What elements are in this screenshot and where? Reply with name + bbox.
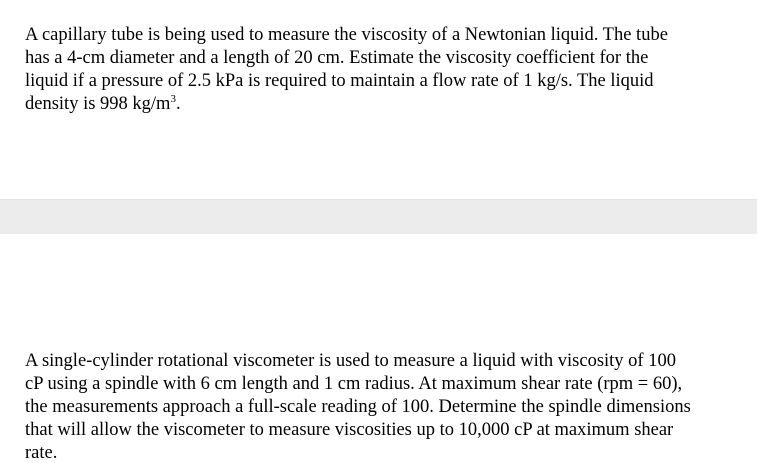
- period: .: [175, 94, 181, 114]
- problem-2-line: A single-cylinder rotational viscometer is used to measure a liquid with viscosity of 100: [25, 351, 676, 371]
- problem-1-line: has a 4-cm diameter and a length of 20 cm. Estimate the viscosity coefficient for the: [25, 48, 649, 68]
- problem-2-line: that will allow the viscometer to measure viscosities up to 10,000 cP at maximum shear: [25, 420, 674, 440]
- problem-1-last-line: [25, 93, 735, 116]
- problem-1-line: liquid if a pressure of 2.5 kPa is required to maintain a flow rate of 1 kg/s. The liquid: [25, 71, 654, 91]
- cubed-superscript: 3: [170, 92, 176, 105]
- problem-1-line: A capillary tube is being used to measure the viscosity of a Newtonian liquid. The tube: [25, 25, 668, 45]
- density-text: density is 998 kg/m: [25, 94, 171, 114]
- problem-2-line: rate.: [25, 443, 58, 463]
- problem-2-line: the measurements approach a full-scale reading of 100. Determine the spindle dimensions: [25, 397, 691, 417]
- problem-2-line: cP using a spindle with 6 cm length and 1 cm radius. At maximum shear rate (rpm = 60),: [25, 374, 683, 394]
- section-divider: [0, 199, 757, 234]
- problem-1-text: [25, 24, 735, 116]
- problem-2-text: [25, 350, 735, 463]
